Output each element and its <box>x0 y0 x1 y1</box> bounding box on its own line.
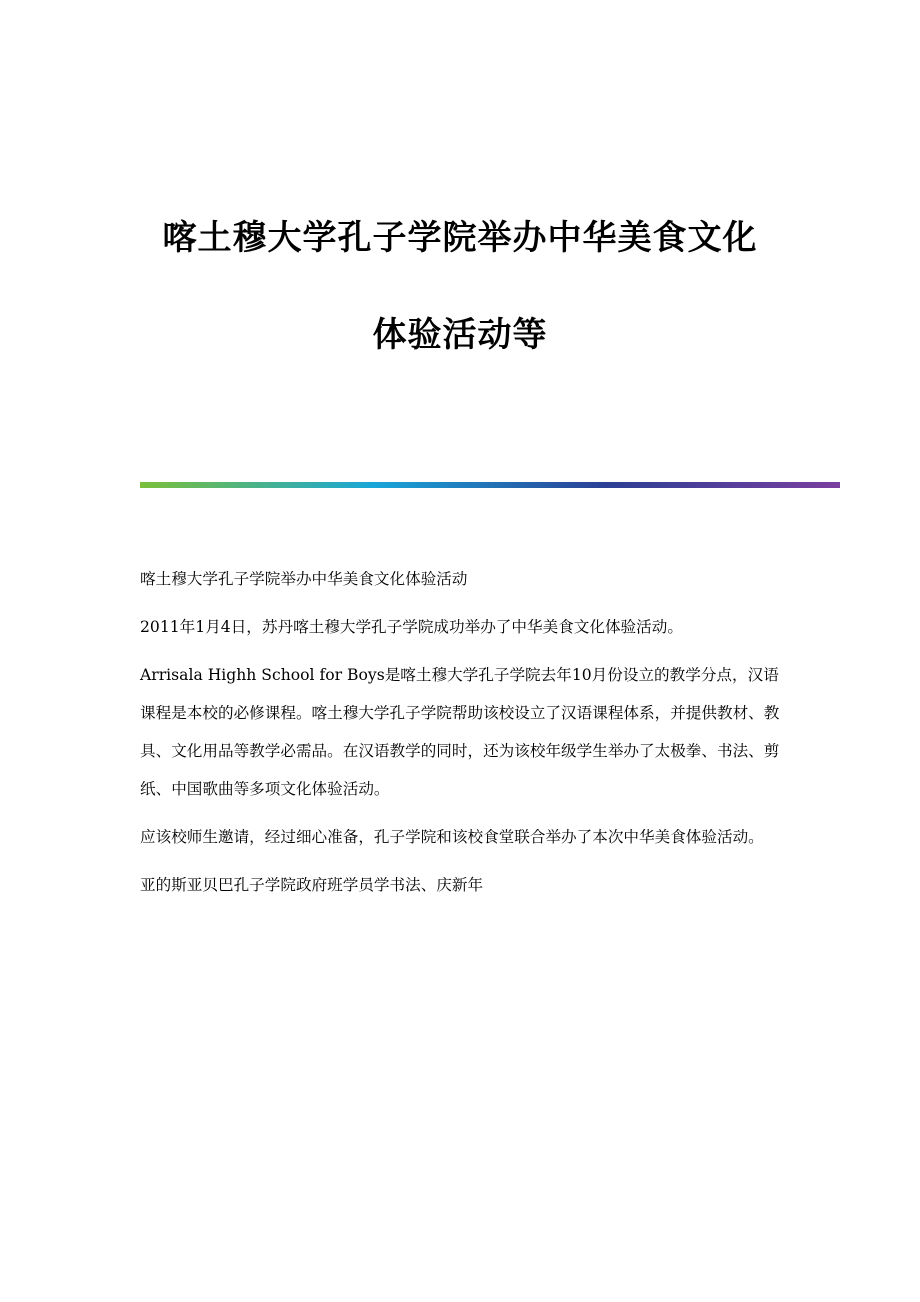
paragraph-addis-ababa: 亚的斯亚贝巴孔子学院政府班学员学书法、庆新年 <box>140 876 484 894</box>
title-divider-rule <box>140 482 840 488</box>
document-title-line-2: 体验活动等 <box>372 315 548 355</box>
paragraph-date: 2011年1月4日，苏丹喀土穆大学孔子学院成功举办了中华美食文化体验活动。 <box>140 618 683 636</box>
paragraph-heading: 喀土穆大学孔子学院举办中华美食文化体验活动 <box>140 570 468 588</box>
paragraph-invitation: 应该校师生邀请，经过细心准备，孔子学院和该校食堂联合举办了本次中华美食体验活动。 <box>140 828 764 846</box>
document-title-line-1: 喀土穆大学孔子学院举办中华美食文化 <box>162 218 758 258</box>
document-body <box>140 560 780 914</box>
paragraph-school: Arrisala Highh School for Boys是喀土穆大学孔子学院去年10月份设立的教学分点，汉语课程是本校的必修课程。喀土穆大学孔子学院帮助该校设立了汉语课程体系，并提供教材、教具、文化用品等教学必需品。在汉语教学的同时，还为该校年级学生举办了太极拳、书法、剪纸、中国歌曲等多项文化体验活动。 <box>140 666 780 798</box>
